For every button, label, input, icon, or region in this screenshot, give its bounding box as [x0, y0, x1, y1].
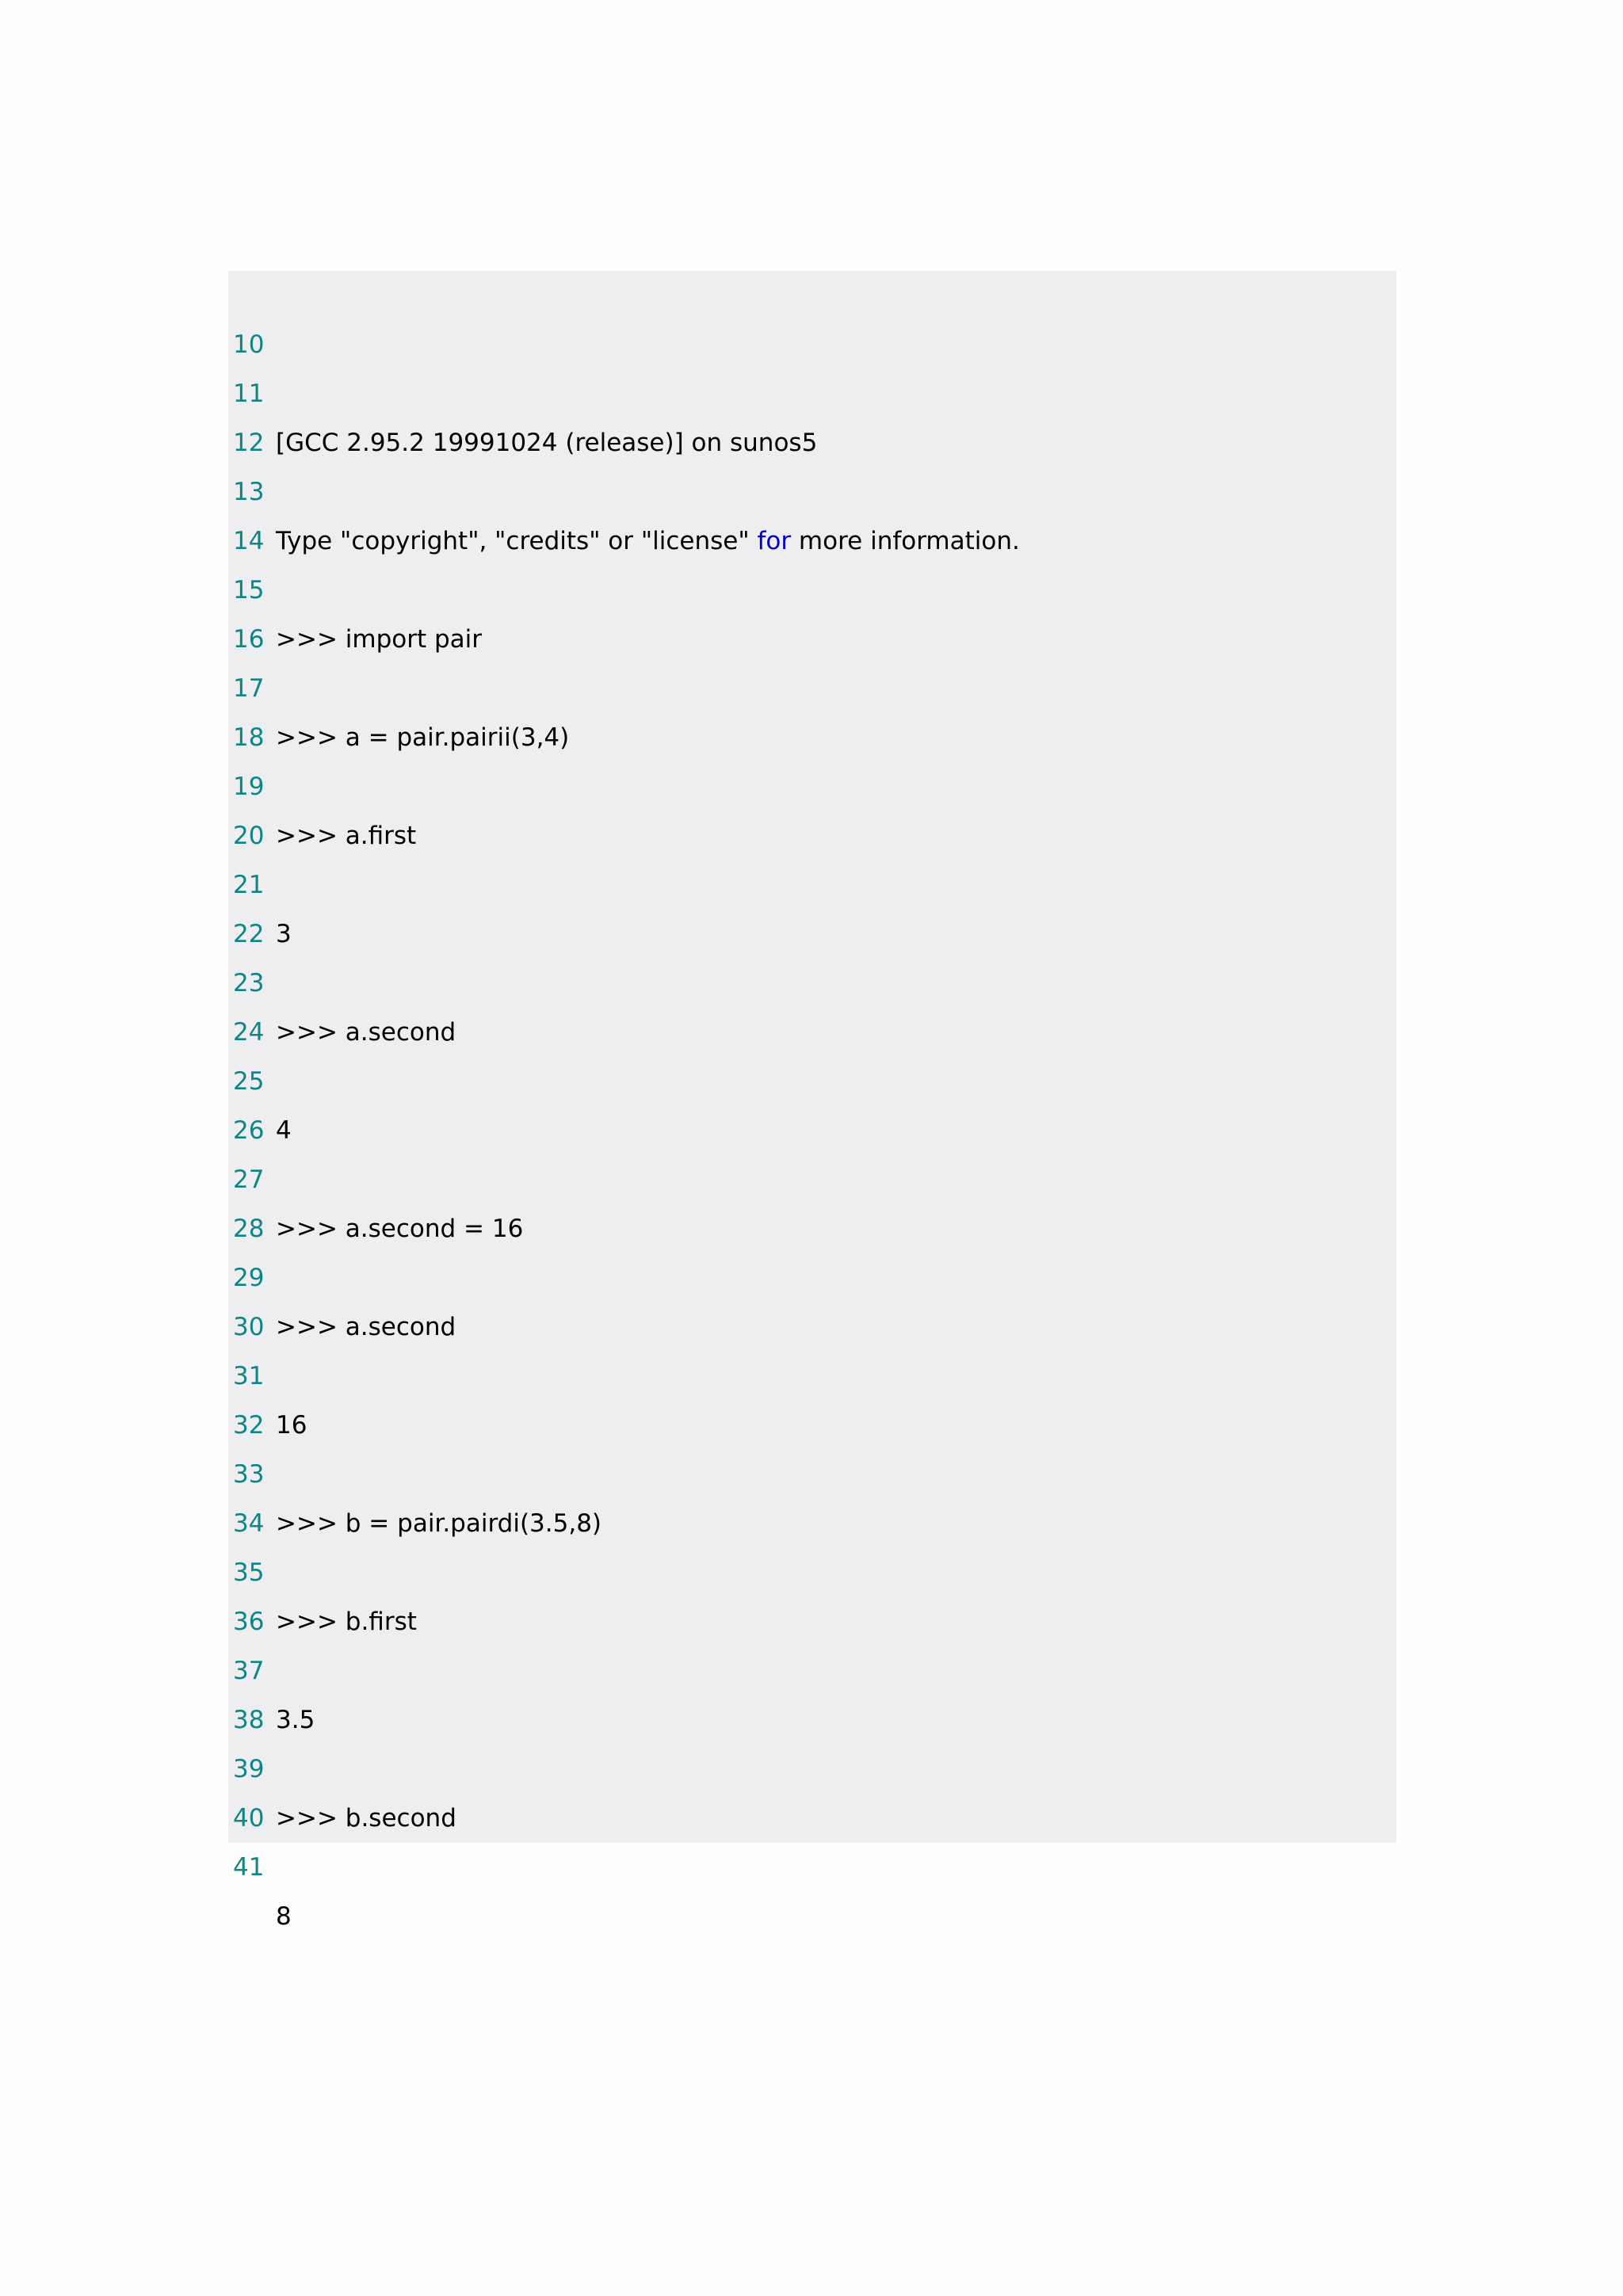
line-text-after: more information. [791, 527, 1020, 555]
code-line [228, 369, 265, 457]
code-line [228, 762, 265, 850]
line-number: 27 [233, 1165, 265, 1194]
code-line [228, 467, 265, 555]
line-number: 25 [233, 1067, 265, 1096]
line-text: 8 [276, 1902, 292, 1931]
line-text: >>> a.second [276, 1313, 456, 1341]
line-text [276, 517, 1020, 566]
line-text: >>> a.first [276, 822, 417, 850]
code-line [228, 271, 265, 359]
line-number: 13 [233, 478, 265, 506]
code-line [228, 1155, 265, 1243]
line-number: 34 [233, 1509, 265, 1538]
line-text: >>> a.second = 16 [276, 1215, 524, 1243]
line-text: 4 [276, 1116, 292, 1145]
line-number: 30 [233, 1313, 265, 1341]
line-text: 3.5 [276, 1706, 315, 1734]
code-line [228, 1253, 265, 1341]
code-line [228, 860, 265, 948]
line-text: >>> a.second [276, 1018, 456, 1047]
line-number: 19 [233, 772, 265, 801]
line-number: 41 [233, 1853, 265, 1882]
line-number: 31 [233, 1362, 265, 1390]
line-number: 24 [233, 1018, 265, 1047]
line-number: 33 [233, 1460, 265, 1489]
line-text: >>> b = pair.pairdi(3.5,8) [276, 1509, 602, 1538]
line-number: 15 [233, 576, 265, 605]
code-line [228, 1548, 265, 1636]
line-number: 28 [233, 1215, 265, 1243]
line-text: >>> b.second [276, 1804, 456, 1833]
code-line [228, 1794, 292, 1931]
line-number: 26 [233, 1116, 265, 1145]
code-block [228, 271, 1396, 1931]
code-line [228, 566, 265, 654]
line-number: 12 [233, 429, 265, 457]
line-text: >>> import pair [276, 625, 483, 654]
line-number: 32 [233, 1411, 265, 1440]
code-line [228, 1646, 265, 1734]
line-text: >>> b.first [276, 1608, 417, 1636]
line-number: 40 [233, 1804, 265, 1833]
code-line [228, 1057, 265, 1145]
line-number: 21 [233, 871, 265, 899]
line-number: 36 [233, 1608, 265, 1636]
line-number: 37 [233, 1657, 265, 1685]
line-number: 11 [233, 379, 265, 408]
line-text-before: Type "copyright", "credits" or "license" [276, 527, 758, 555]
line-number: 17 [233, 674, 265, 703]
line-number: 23 [233, 969, 265, 997]
line-number: 29 [233, 1264, 265, 1292]
line-text: 16 [276, 1411, 307, 1440]
keyword-for: for [757, 527, 792, 555]
line-number: 39 [233, 1755, 265, 1783]
line-text: [GCC 2.95.2 19991024 (release)] on sunos5 [276, 429, 818, 457]
line-number: 22 [233, 920, 265, 948]
line-number: 14 [233, 527, 265, 555]
line-text: >>> a = pair.pairii(3,4) [276, 723, 570, 752]
code-line [228, 1450, 265, 1538]
line-number: 20 [233, 822, 265, 850]
code-line [228, 1745, 265, 1833]
line-text: 3 [276, 920, 292, 948]
code-line [228, 664, 265, 752]
code-line [228, 1352, 265, 1440]
line-number: 16 [233, 625, 265, 654]
line-number: 18 [233, 723, 265, 752]
line-number: 38 [233, 1706, 265, 1734]
line-number: 10 [233, 330, 265, 359]
line-number: 35 [233, 1558, 265, 1587]
code-line [228, 959, 265, 1047]
